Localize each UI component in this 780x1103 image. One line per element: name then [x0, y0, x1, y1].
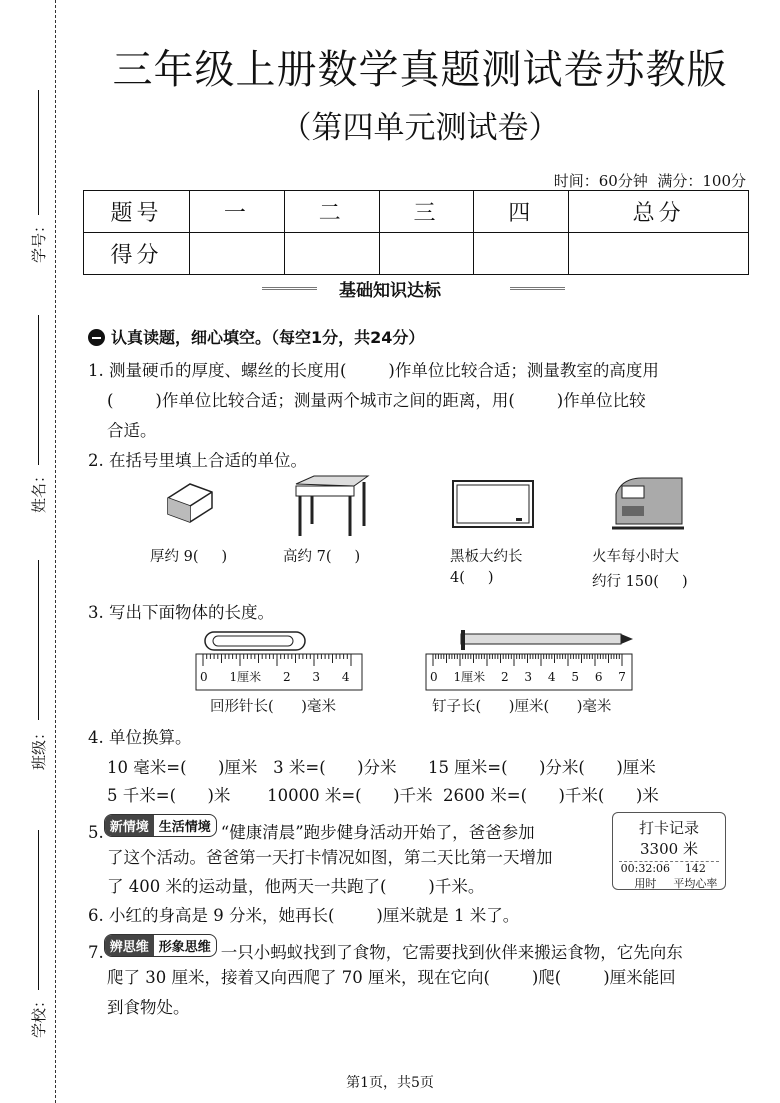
q1-line: 1. 测量硬币的厚度、螺丝的长度用( )作单位比较合适；测量教室的高度用 — [88, 361, 659, 380]
score-cell[interactable] — [379, 233, 474, 275]
q2-caption: 约行 150( ) — [592, 574, 688, 590]
score-cell[interactable] — [474, 233, 569, 275]
q2-caption: 厚约 9( ) — [150, 549, 228, 565]
exam-meta: 时间：60分钟 满分：100分 — [553, 172, 746, 190]
school-label: 学校： — [30, 992, 49, 1039]
q4-line: 10 毫米=( )厘米 3 米=( )分米 15 厘米=( )分米( )厘米 — [107, 758, 656, 777]
q7-tag: 辨思维 形象思维 — [104, 934, 217, 957]
card-time-label: 用时 — [634, 877, 657, 890]
score-label: 得分 — [84, 233, 190, 275]
header-cell: 总分 — [569, 191, 749, 233]
score-cell[interactable] — [190, 233, 285, 275]
page-title: 三年级上册数学真题测试卷苏教版 — [112, 47, 728, 93]
q7-line: 爬了 30 厘米，接着又向西爬了 70 厘米，现在它向( )爬( )厘米能回 — [107, 968, 676, 987]
name-label: 姓名： — [30, 467, 49, 514]
card-heart-rate-label: 平均心率 — [673, 877, 718, 890]
eraser-image — [160, 478, 220, 528]
card-heart-rate: 142 — [684, 862, 706, 875]
q2-caption: 火车每小时大 — [592, 549, 679, 565]
q1-line: ( )作单位比较合适；测量两个城市之间的距离，用( )作单位比较 — [107, 391, 646, 410]
q3-text: 3. 写出下面物体的长度。 — [88, 603, 274, 622]
q2-caption: 黑板大约长 — [450, 549, 523, 565]
binding-line — [38, 315, 39, 465]
q5-line: 5. 新情境 生活情境 “健康清晨”跑步健身活动开始了，爸爸参加 — [88, 814, 535, 843]
q3-caption: 钉子长( )厘米( )毫米 — [432, 699, 612, 715]
header-cell: 题号 — [84, 191, 190, 233]
q7-line: 到食物处。 — [107, 998, 190, 1017]
page-subtitle: （第四单元测试卷） — [280, 110, 560, 146]
section-heading-text: 认真读题，细心填空。（每空1分，共24分） — [111, 328, 425, 347]
q2-text: 2. 在括号里填上合适的单位。 — [88, 451, 307, 470]
header-cell: 三 — [379, 191, 474, 233]
q5-tag: 新情境 生活情境 — [104, 814, 217, 837]
train-image — [612, 474, 684, 534]
section-heading — [88, 325, 424, 348]
q6-text: 6. 小红的身高是 9 分米，她再长( )厘米就是 1 米了。 — [88, 906, 520, 925]
blackboard-image — [452, 480, 534, 530]
section-one-icon — [88, 329, 105, 346]
card-distance: 3300 米 — [640, 840, 698, 858]
header-cell: 四 — [474, 191, 569, 233]
q7-line: 7. 辨思维 形象思维 一只小蚂蚁找到了食物，它需要找到伙伴来搬运食物，它先向东 — [88, 934, 683, 963]
card-time: 00:32:06 — [620, 862, 671, 875]
ruler2-labels: 0 1厘米 2 3 4 5 6 7 — [430, 670, 626, 684]
score-table — [83, 190, 749, 275]
q5-line: 了 400 米的运动量，他两天一共跑了( )千米。 — [107, 877, 485, 896]
header-cell: 二 — [284, 191, 379, 233]
header-cell: 一 — [190, 191, 285, 233]
q4-text: 4. 单位换算。 — [88, 728, 192, 747]
table-image — [292, 474, 372, 540]
ruler1-labels: 0 1厘米 2 3 4 — [200, 670, 350, 684]
q3-caption: 回形针长( )毫米 — [210, 699, 336, 715]
binding-line — [38, 560, 39, 720]
section-banner: 基础知识达标 — [339, 281, 441, 301]
q2-caption: 4( ) — [450, 570, 494, 586]
page-footer: 第1页，共5页 — [346, 1075, 434, 1091]
score-cell[interactable] — [284, 233, 379, 275]
checkin-card — [612, 812, 726, 890]
card-title: 打卡记录 — [638, 819, 699, 837]
q1-line: 合适。 — [107, 421, 157, 440]
class-label: 班级： — [30, 724, 49, 771]
q5-line: 了这个活动。爸爸第一天打卡情况如图，第二天比第一天增加 — [107, 848, 553, 867]
q4-line: 5 千米=( )米 10000 米=( )千米 2600 米=( )千米( )米 — [107, 786, 659, 805]
cut-line — [55, 0, 56, 1103]
score-cell[interactable] — [569, 233, 749, 275]
student-no-label: 学号： — [30, 217, 49, 264]
binding-line — [38, 830, 39, 990]
q2-caption: 高约 7( ) — [283, 549, 361, 565]
